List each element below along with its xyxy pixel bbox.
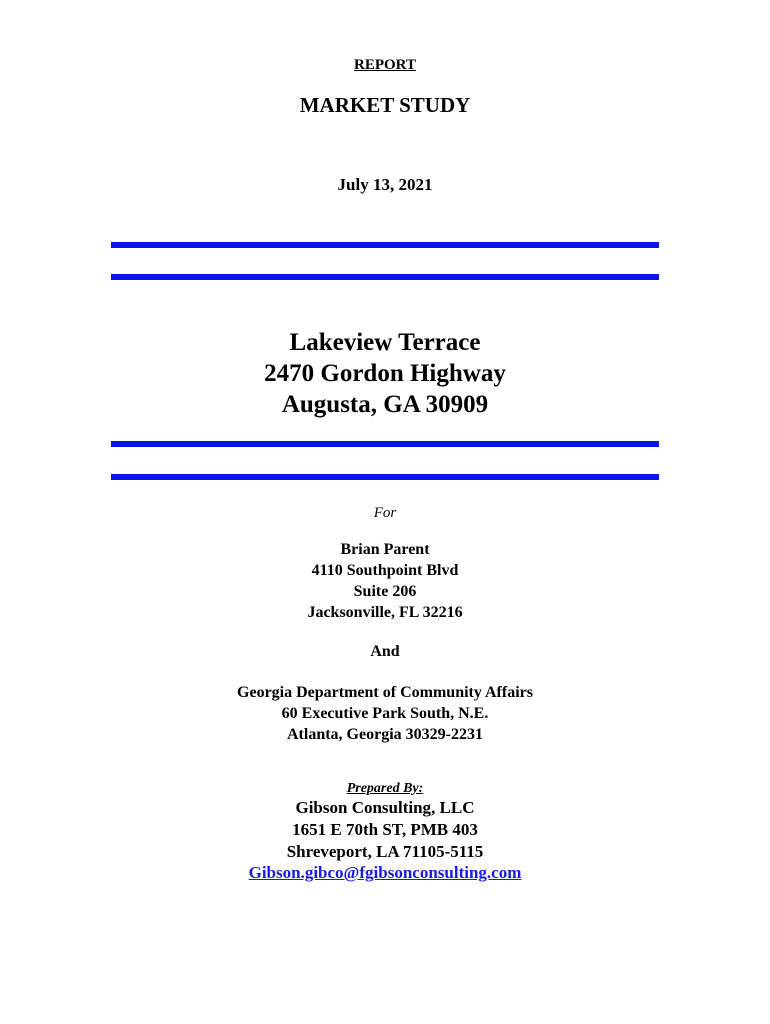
prepared-by-label: Prepared By: xyxy=(346,781,424,796)
report-label: REPORT xyxy=(354,57,416,73)
client-street: 4110 Southpoint Blvd xyxy=(311,562,459,579)
preparer-email-link[interactable]: Gibson.gibco@fgibsonconsulting.com xyxy=(248,863,522,882)
and-label: And xyxy=(370,643,400,660)
preparer-email-row xyxy=(0,863,770,883)
preparer-street: 1651 E 70th ST, PMB 403 xyxy=(292,820,478,839)
agency-name: Georgia Department of Community Affairs xyxy=(237,684,533,701)
document-title: MARKET STUDY xyxy=(299,93,471,117)
client-suite: Suite 206 xyxy=(353,583,417,600)
client-city: Jacksonville, FL 32216 xyxy=(307,604,463,621)
divider-rule-top-2 xyxy=(111,274,659,280)
agency-street: 60 Executive Park South, N.E. xyxy=(281,705,489,722)
preparer-name: Gibson Consulting, LLC xyxy=(295,798,475,817)
divider-rule-top-1 xyxy=(111,242,659,248)
agency-city: Atlanta, Georgia 30329-2231 xyxy=(287,726,483,743)
client-name: Brian Parent xyxy=(340,541,430,558)
report-date: July 13, 2021 xyxy=(337,175,433,194)
property-name: Lakeview Terrace xyxy=(289,329,481,356)
property-street: 2470 Gordon Highway xyxy=(264,360,506,387)
divider-rule-bottom-2 xyxy=(111,474,659,480)
divider-rule-bottom-1 xyxy=(111,441,659,447)
for-label: For xyxy=(373,505,397,521)
property-city: Augusta, GA 30909 xyxy=(281,391,489,418)
preparer-city: Shreveport, LA 71105-5115 xyxy=(286,842,484,861)
